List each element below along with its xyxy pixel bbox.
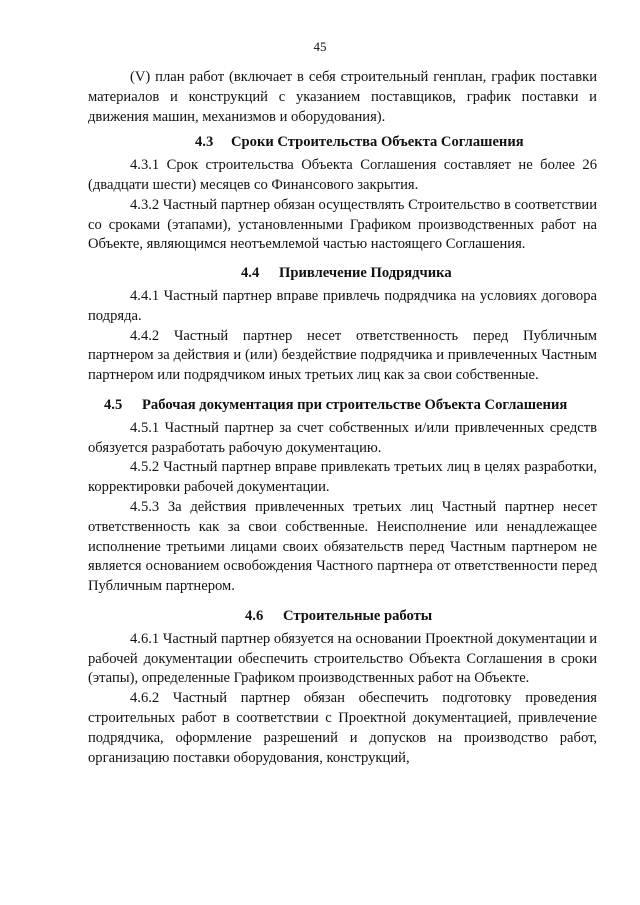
paragraph-4-3-1: 4.3.1 Срок строительства Объекта Соглашения составляет не более 26 (двадцати шести) месяцев со Финансового закрытия. xyxy=(88,157,597,193)
section-number: 4.5 xyxy=(104,396,123,413)
paragraph-4-3-2: 4.3.2 Частный партнер обязан осуществлять Строительство в соответствии со сроками (этапами), установленными Графиком производственных работ на Объекте, являющимся неотъемлемой частью настоящего Соглашения. xyxy=(88,196,597,253)
section-number: 4.3 xyxy=(195,134,214,151)
paragraph-4-4-2: 4.4.2 Частный партнер несет ответственность перед Публичным партнером за действия и (или) бездействие подрядчика и привлеченных Частным партнером или подрядчиком иных третьих лиц как за свои собственные. xyxy=(88,327,597,384)
paragraph-4-5-3: 4.5.3 За действия привлеченных третьих лиц Частный партнер несет ответственность как за свои собственные. Неисполнение или ненадлежащее исполнение третьими лицами своих обязательств перед Частным партнером не является основанием освобождения Частного партнера от ответственности перед Публичным партнером. xyxy=(88,498,597,595)
section-title: Привлечение Подрядчика xyxy=(279,265,452,282)
section-heading-4-3 xyxy=(88,133,597,153)
paragraph-4-4-1: 4.4.1 Частный партнер вправе привлечь подрядчика на условиях договора подряда. xyxy=(88,287,597,324)
paragraph-4-5-1: 4.5.1 Частный партнер за счет собственных и/или привлеченных средств обязуется разработать рабочую документацию. xyxy=(88,419,597,456)
section-title: Рабочая документация при строительстве Объекта Соглашения xyxy=(142,396,568,413)
section-number: 4.6 xyxy=(245,607,264,624)
section-heading-4-6 xyxy=(88,607,597,627)
section-number: 4.4 xyxy=(241,265,260,282)
page-body xyxy=(88,68,597,768)
paragraph-4-5-2: 4.5.2 Частный партнер вправе привлекать третьих лиц в целях разработки, корректировки рабочей документации. xyxy=(88,459,597,496)
section-title: Сроки Строительства Объекта Соглашения xyxy=(231,134,524,151)
intro-paragraph: (V) план работ (включает в себя строительный генплан, график поставки материалов и конструкций с указанием поставщиков, график поставки и движения машин, механизмов и оборудования). xyxy=(88,69,597,125)
page-number: 45 xyxy=(313,39,327,54)
section-title: Строительные работы xyxy=(283,607,433,624)
paragraph-4-6-1: 4.6.1 Частный партнер обязуется на основании Проектной документации и рабочей документации обеспечить строительство Объекта Соглашения в сроки (этапы), определенные Графиком производственных работ на Объекте. xyxy=(88,630,597,687)
section-heading-4-4 xyxy=(88,264,597,284)
paragraph-4-6-2: 4.6.2 Частный партнер обязан обеспечить подготовку проведения строительных работ в соответствии с Проектной документацией, привлечение подрядчика, оформление разрешений и допусков на производство работ, организацию поставки оборудования, конструкций, xyxy=(88,690,597,766)
section-heading-4-5 xyxy=(88,396,597,416)
